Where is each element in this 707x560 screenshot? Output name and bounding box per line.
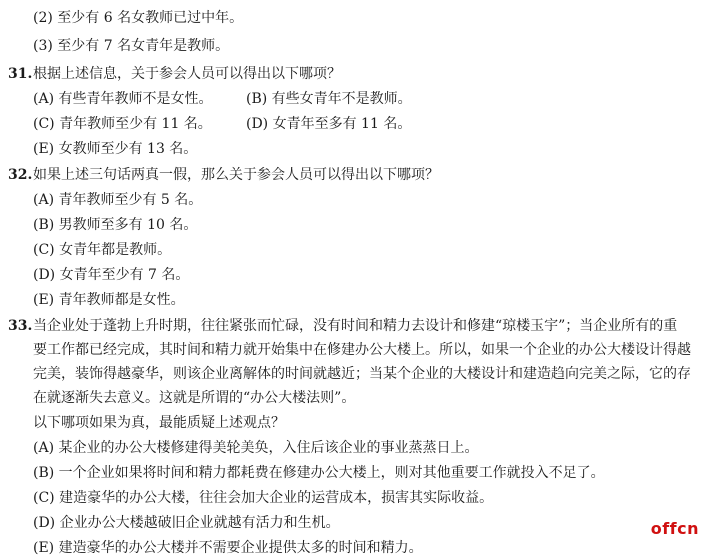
question-32-option-a: (A) 青年教师至少有 5 名。 (33, 192, 203, 208)
question-31-option-b: (B) 有些女青年不是教师。 (246, 91, 412, 107)
question-31-option-e: (E) 女教师至少有 13 名。 (33, 141, 198, 157)
question-31-stem: 根据上述信息，关于参会人员可以得出以下哪项？ (33, 66, 341, 82)
question-32-option-e: (E) 青年教师都是女性。 (33, 292, 185, 308)
question-33-number: 33. (8, 318, 33, 334)
question-33-option-b: (B) 一个企业如果将时间和精力都耗费在修建办公大楼上，则对其他重要工作就投入不足了。 (33, 465, 605, 481)
question-32-number: 32. (8, 167, 33, 183)
question-33-stem-line-1: 当企业处于蓬勃上升时期，往往紧张而忙碌，没有时间和精力去设计和修建“琼楼玉宇”；当企业所有的重 (33, 318, 678, 334)
premise-3: (3) 至少有 7 名女青年是教师。 (33, 38, 230, 54)
question-33-option-e: (E) 建造豪华的办公大楼并不需要企业提供太多的时间和精力。 (33, 540, 423, 556)
question-33-prompt: 以下哪项如果为真，最能质疑上述观点？ (33, 415, 285, 431)
question-31-number: 31. (8, 66, 33, 82)
offcn-watermark: offcn (650, 519, 699, 538)
question-32-stem: 如果上述三句话两真一假，那么关于参会人员可以得出以下哪项？ (33, 167, 439, 183)
question-33-option-a: (A) 某企业的办公大楼修建得美轮美奂，入住后该企业的事业蒸蒸日上。 (33, 440, 479, 456)
question-32-option-c: (C) 女青年都是教师。 (33, 242, 172, 258)
question-33-stem-line-3: 完美，装饰得越豪华，则该企业离解体的时间就越近；当某个企业的大楼设计和建造趋向完美之际，它的存 (33, 366, 691, 382)
premise-2: (2) 至少有 6 名女教师已过中年。 (33, 10, 244, 26)
question-31-option-c: (C) 青年教师至少有 11 名。 (33, 116, 212, 132)
question-31-option-d: (D) 女青年至多有 11 名。 (246, 116, 412, 132)
question-32-option-d: (D) 女青年至少有 7 名。 (33, 267, 190, 283)
question-33-option-d: (D) 企业办公大楼越破旧企业就越有活力和生机。 (33, 515, 340, 531)
question-33-stem-line-2: 要工作都已经完成，其时间和精力就开始集中在修建办公大楼上。所以，如果一个企业的办公大楼设计得越 (33, 342, 691, 358)
question-32-option-b: (B) 男教师至多有 10 名。 (33, 217, 198, 233)
question-33-stem-line-4: 在就逐渐失去意义。这就是所谓的“办公大楼法则”。 (33, 390, 356, 406)
question-31-option-a: (A) 有些青年教师不是女性。 (33, 91, 213, 107)
question-33-option-c: (C) 建造豪华的办公大楼，往往会加大企业的运营成本，损害其实际收益。 (33, 490, 494, 506)
